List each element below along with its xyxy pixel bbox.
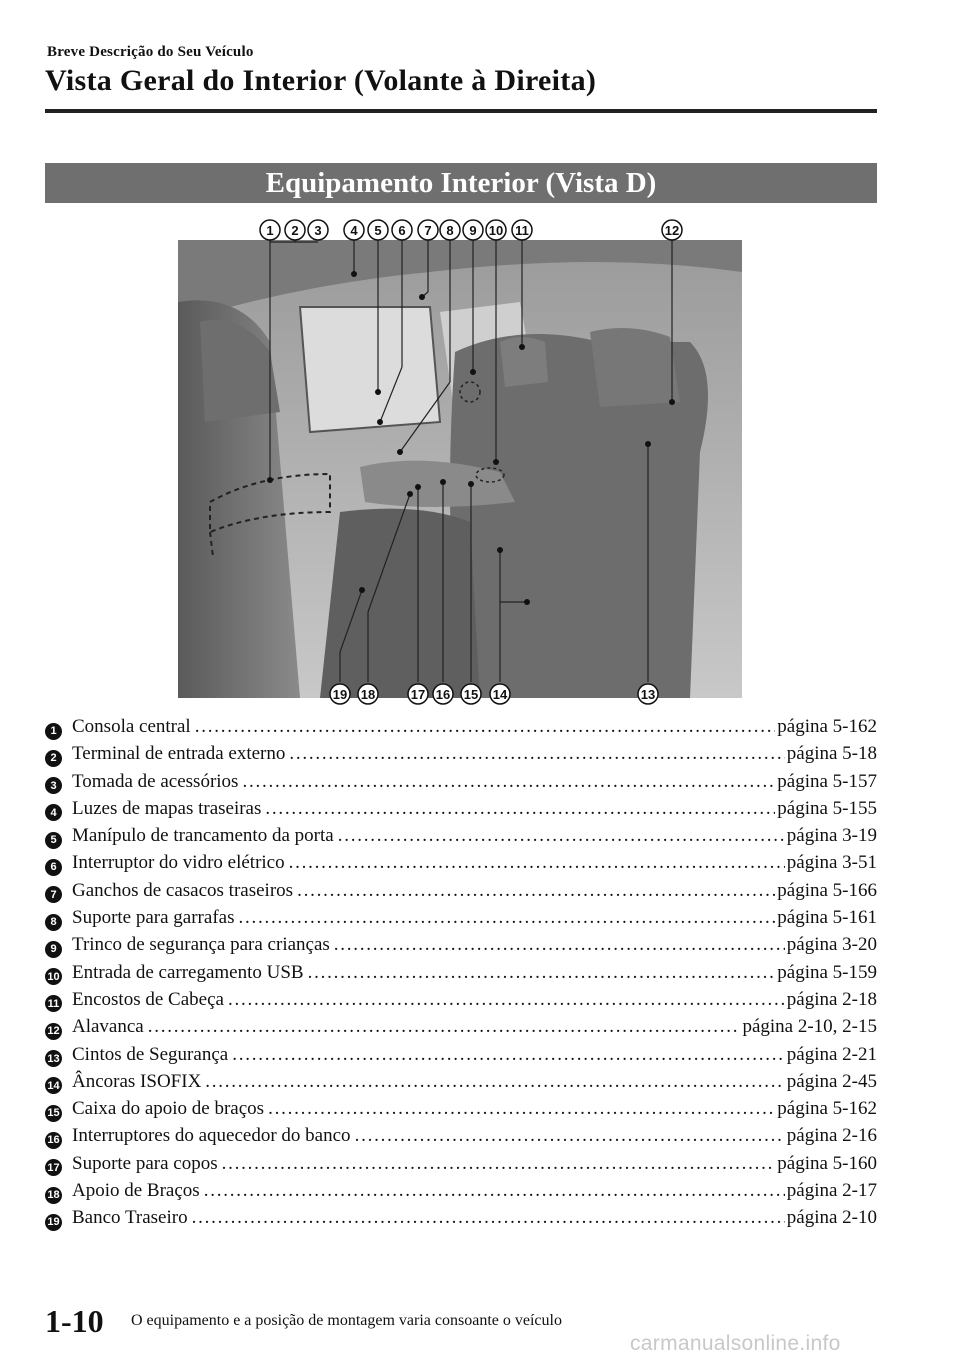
- page-reference: página 2-16: [786, 1125, 877, 1147]
- title-rule: [45, 109, 877, 113]
- dot-leader: [222, 1153, 776, 1175]
- callout-9: [463, 220, 483, 240]
- item-number-badge: 5: [45, 832, 62, 849]
- breadcrumb: Breve Descrição do Seu Veículo: [47, 44, 254, 60]
- svg-text:10: 10: [488, 223, 504, 238]
- item-label: Caixa do apoio de braços: [72, 1098, 265, 1120]
- item-label: Ganchos de casacos traseiros: [72, 879, 294, 901]
- page-reference: página 5-166: [777, 879, 877, 901]
- list-item: [45, 934, 877, 961]
- page-reference: página 3-20: [786, 934, 877, 956]
- item-label: Consola central: [72, 716, 191, 737]
- list-item: [45, 743, 877, 770]
- item-number-badge: 18: [45, 1187, 62, 1204]
- callout-2: [285, 220, 305, 240]
- list-item: [45, 1098, 877, 1125]
- callout-5: [368, 220, 388, 240]
- list-item: [45, 1153, 877, 1180]
- callout-14: [490, 684, 510, 704]
- item-number-badge: 7: [45, 886, 62, 903]
- item-label: Entrada de carregamento USB: [72, 961, 304, 983]
- dot-leader: [297, 880, 775, 902]
- footer-note: O equipamento e a posição de montagem varia consoante o veículo: [131, 1312, 562, 1329]
- item-number-badge: 19: [45, 1214, 62, 1231]
- list-item: [45, 907, 877, 934]
- item-number-badge: 6: [45, 859, 62, 876]
- item-number-badge: 13: [45, 1050, 62, 1067]
- page-reference: página 5-159: [777, 961, 877, 983]
- list-item: [45, 798, 877, 825]
- list-item: [45, 989, 877, 1016]
- svg-text:14: 14: [492, 687, 508, 702]
- item-number-badge: 15: [45, 1105, 62, 1122]
- item-number-badge: 11: [45, 995, 62, 1012]
- svg-text:4: 4: [350, 223, 358, 238]
- svg-text:19: 19: [332, 687, 348, 702]
- page-reference: página 2-10, 2-15: [742, 1016, 877, 1038]
- item-label: Banco Traseiro: [72, 1207, 188, 1229]
- callout-13: [638, 684, 658, 704]
- item-label: Manípulo de trancamento da porta: [72, 825, 334, 847]
- list-item: [45, 1180, 877, 1207]
- svg-text:11: 11: [515, 223, 529, 238]
- callout-labels-top: [260, 220, 682, 240]
- callout-17: [408, 684, 428, 704]
- item-label: Interruptores do aquecedor do banco: [72, 1125, 351, 1147]
- svg-text:2: 2: [291, 223, 299, 238]
- item-label: Tomada de acessórios: [72, 770, 239, 792]
- list-item: [45, 880, 877, 907]
- item-label: Luzes de mapas traseiras: [72, 797, 262, 819]
- svg-text:12: 12: [664, 223, 680, 238]
- svg-text:16: 16: [435, 687, 451, 702]
- page-number: 1-10: [45, 1303, 104, 1339]
- callout-18: [358, 684, 378, 704]
- page-reference: página 2-45: [786, 1070, 877, 1092]
- list-item: [45, 1207, 877, 1234]
- item-label: Suporte para garrafas: [72, 907, 235, 929]
- watermark: carmanualsonline.info: [630, 1332, 841, 1355]
- callout-12: [662, 220, 682, 240]
- item-label: Interruptor do vidro elétrico: [72, 852, 285, 874]
- page-reference: página 5-162: [777, 1098, 877, 1120]
- page-reference: página 5-161: [777, 907, 877, 929]
- dot-leader: [242, 771, 775, 793]
- callout-6: [392, 220, 412, 240]
- dot-leader: [204, 1180, 785, 1202]
- dot-leader: [334, 934, 785, 956]
- list-item: [45, 716, 877, 743]
- callout-19: [330, 684, 350, 704]
- dot-leader: [265, 798, 775, 820]
- page-reference: página 5-157: [777, 770, 877, 792]
- page-reference: página 2-10: [786, 1207, 877, 1229]
- svg-text:6: 6: [398, 223, 406, 238]
- svg-text:13: 13: [640, 687, 656, 702]
- svg-text:9: 9: [469, 223, 477, 238]
- dot-leader: [228, 989, 785, 1011]
- interior-diagram: [0, 212, 960, 710]
- item-label: Alavanca: [72, 1016, 144, 1038]
- callout-16: [433, 684, 453, 704]
- dot-leader: [232, 1044, 785, 1066]
- item-number-badge: 10: [45, 968, 62, 985]
- page-title: Vista Geral do Interior (Volante à Direita): [45, 64, 597, 97]
- callout-15: [461, 684, 481, 704]
- list-item: [45, 852, 877, 879]
- item-number-badge: 2: [45, 750, 62, 767]
- svg-text:5: 5: [374, 223, 382, 238]
- item-number-badge: 17: [45, 1159, 62, 1176]
- dot-leader: [308, 962, 776, 984]
- page-reference: página 3-19: [786, 825, 877, 847]
- page-reference: página 5-155: [777, 797, 877, 819]
- dot-leader: [148, 1016, 741, 1038]
- svg-text:7: 7: [424, 223, 432, 238]
- item-number-badge: 14: [45, 1077, 62, 1094]
- list-item: [45, 1016, 877, 1043]
- page-reference: página 5-18: [786, 743, 877, 765]
- callout-7: [418, 220, 438, 240]
- item-label: Terminal de entrada externo: [72, 743, 286, 765]
- callout-1: [260, 220, 280, 240]
- list-item: [45, 771, 877, 798]
- dot-leader: [192, 1207, 785, 1229]
- callout-3: [308, 220, 328, 240]
- svg-text:17: 17: [410, 687, 426, 702]
- svg-text:18: 18: [360, 687, 376, 702]
- list-item: [45, 1044, 877, 1071]
- item-label: Apoio de Braços: [72, 1180, 200, 1202]
- page-reference: página 2-17: [786, 1180, 877, 1202]
- svg-text:1: 1: [266, 223, 274, 238]
- svg-text:8: 8: [446, 223, 454, 238]
- item-number-badge: 12: [45, 1023, 62, 1040]
- page-reference: página 5-162: [777, 716, 877, 737]
- page-reference: página 3-51: [786, 852, 877, 874]
- item-number-badge: 8: [45, 914, 62, 931]
- dot-leader: [338, 825, 785, 847]
- dot-leader: [195, 716, 776, 738]
- equipment-list: [45, 716, 877, 1235]
- item-label: Encostos de Cabeça: [72, 988, 224, 1010]
- car-interior-photo: [178, 240, 742, 698]
- list-item: [45, 962, 877, 989]
- list-item: [45, 1071, 877, 1098]
- item-number-badge: 16: [45, 1132, 62, 1149]
- item-label: Suporte para copos: [72, 1152, 218, 1174]
- dot-leader: [205, 1071, 784, 1093]
- dot-leader: [268, 1098, 775, 1120]
- item-number-badge: 1: [45, 723, 62, 740]
- dot-leader: [355, 1125, 785, 1147]
- callout-8: [440, 220, 460, 240]
- item-label: Âncoras ISOFIX: [72, 1070, 202, 1092]
- callout-10: [486, 220, 506, 240]
- item-number-badge: 3: [45, 777, 62, 794]
- item-label: Trinco de segurança para crianças: [72, 934, 330, 956]
- dot-leader: [238, 907, 775, 929]
- page-reference: página 5-160: [777, 1152, 877, 1174]
- callout-11: [512, 220, 532, 240]
- item-label: Cintos de Segurança: [72, 1043, 229, 1065]
- page-reference: página 2-18: [786, 988, 877, 1010]
- svg-text:15: 15: [463, 687, 479, 702]
- page-reference: página 2-21: [786, 1043, 877, 1065]
- section-banner: Equipamento Interior (Vista D): [45, 163, 877, 203]
- callout-4: [344, 220, 364, 240]
- list-item: [45, 1125, 877, 1152]
- svg-text:3: 3: [314, 223, 322, 238]
- item-number-badge: 9: [45, 941, 62, 958]
- list-item: [45, 825, 877, 852]
- dot-leader: [289, 743, 784, 765]
- dot-leader: [289, 852, 785, 874]
- item-number-badge: 4: [45, 804, 62, 821]
